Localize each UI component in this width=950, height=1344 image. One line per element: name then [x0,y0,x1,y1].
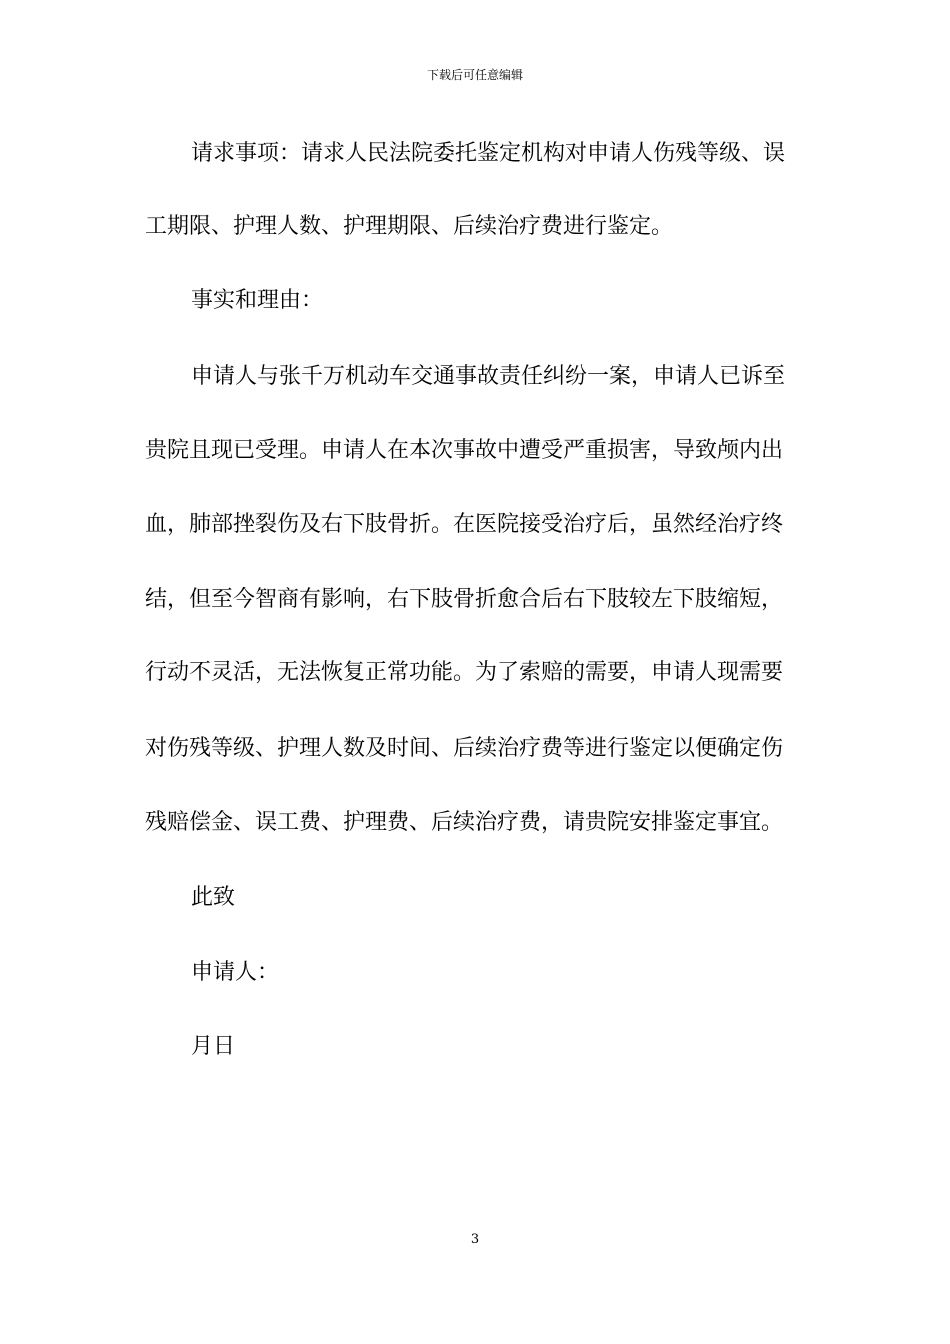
facts-line-2: 贵院且现已受理。申请人在本次事故中遭受严重损害，导致颅内出 [145,438,784,463]
page-number: 3 [470,1232,480,1247]
request-line-2: 工期限、护理人数、护理期限、后续治疗费进行鉴定。 [145,214,674,239]
request-line-1: 请求事项：请求人民法院委托鉴定机构对申请人伤残等级、误 [191,141,786,166]
facts-line-1: 申请人与张千万机动车交通事故责任纠纷一案，申请人已诉至 [191,364,786,389]
closing-salutation: 此致 [191,885,236,910]
applicant-signature-line: 申请人： [191,960,280,985]
facts-line-3: 血，肺部挫裂伤及右下肢骨折。在医院接受治疗后，虽然经治疗终 [145,512,784,537]
facts-heading: 事实和理由： [191,288,324,313]
facts-line-4: 结，但至今智商有影响，右下肢骨折愈合后右下肢较左下肢缩短， [145,587,784,612]
date-line: 月日 [191,1034,236,1059]
page-header: 下载后可任意编辑 [426,68,523,82]
facts-line-6: 对伤残等级、护理人数及时间、后续治疗费等进行鉴定以便确定伤 [145,736,784,761]
facts-line-7: 残赔偿金、误工费、护理费、后续治疗费，请贵院安排鉴定事宜。 [145,810,784,835]
facts-line-5: 行动不灵活，无法恢复正常功能。为了索赔的需要，申请人现需要 [145,660,784,685]
